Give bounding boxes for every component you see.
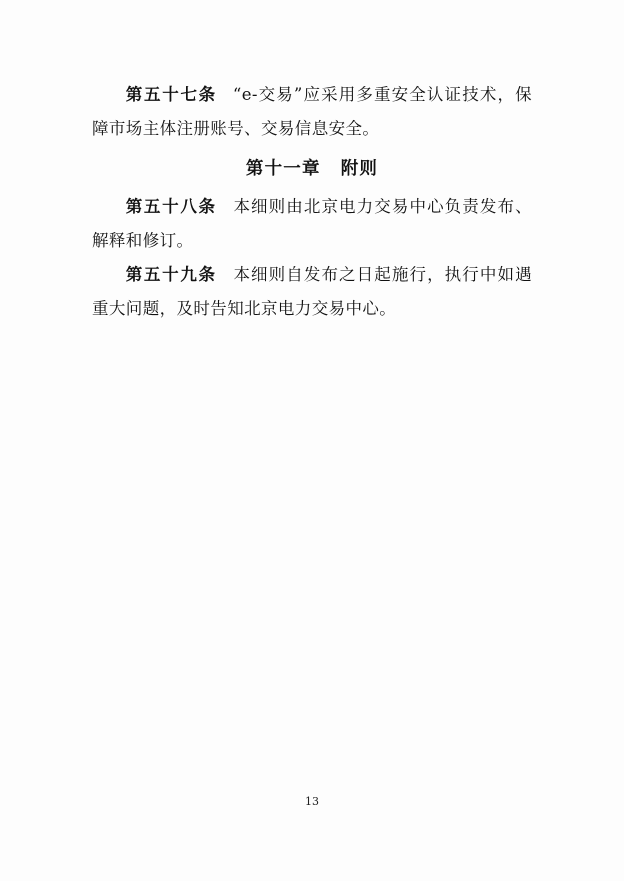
article-text-58: 本细则由北京电力交易中心负责发布、解释和修订。	[92, 197, 532, 250]
article-number-57: 第五十七条	[125, 85, 217, 104]
article-text-59: 本细则自发布之日起施行，执行中如遇重大问题，及时告知北京电力交易中心。	[92, 265, 532, 318]
chapter-number: 第十一章	[245, 159, 321, 179]
paragraph-article-57	[92, 78, 532, 146]
article-number-59: 第五十九条	[125, 265, 217, 284]
article-text-57: “e-交易”应采用多重安全认证技术，保障市场主体注册账号、交易信息安全。	[92, 85, 533, 138]
paragraph-article-59	[92, 258, 532, 326]
page-number: 13	[305, 795, 319, 808]
chapter-title: 附则	[340, 159, 379, 179]
page-content	[92, 78, 532, 326]
chapter-heading	[92, 152, 532, 186]
paragraph-article-58	[92, 190, 532, 258]
article-number-58: 第五十八条	[125, 197, 217, 216]
